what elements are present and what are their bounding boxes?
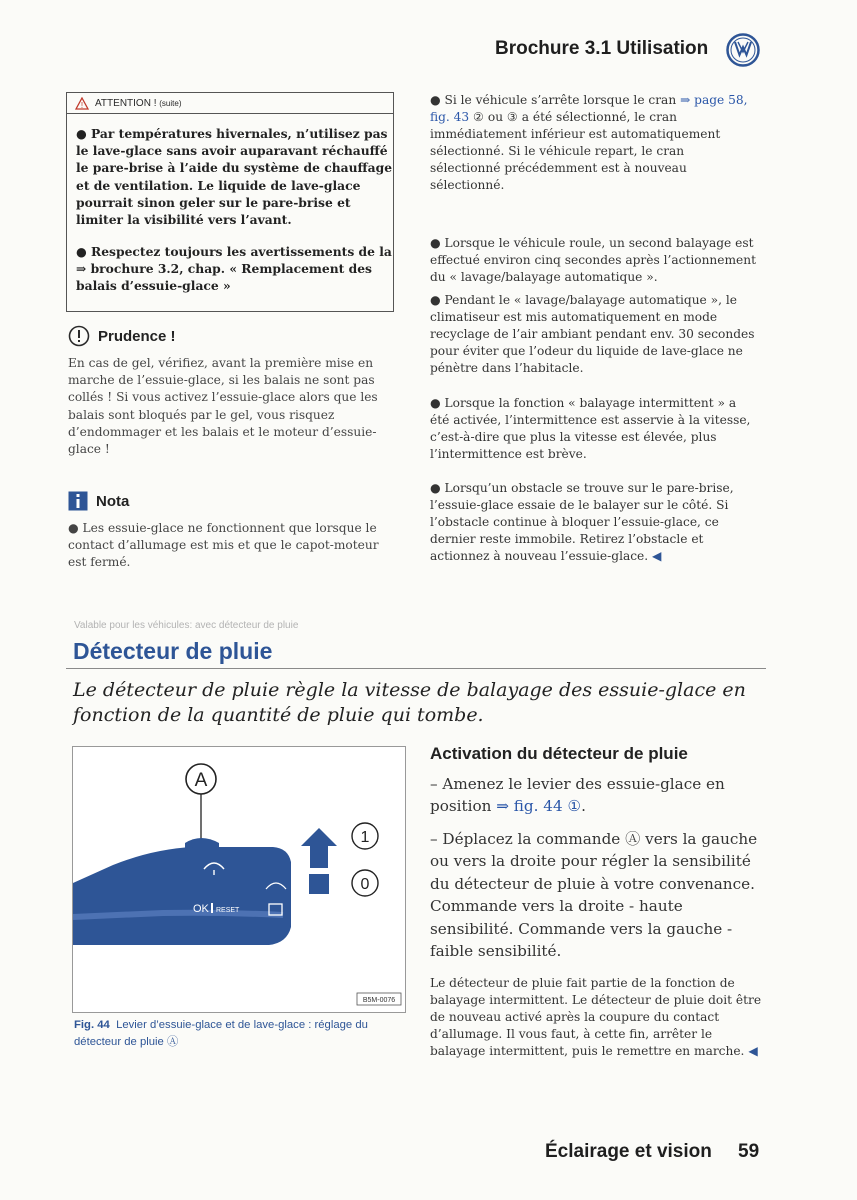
activation-note-text: Le détecteur de pluie fait partie de la fonction de balayage intermittent. Le détecteur de pluie doit être de nouveau activé après la coupure du contact d’allumage. Il vous faut, à cette fin, arrêter le balayage intermittent, puis le remettre en marche. [430,976,762,1059]
footer-chapter-title: Éclairage et vision [545,1141,712,1162]
wiper-lever-illustration [73,747,405,1012]
off-position-icon [309,874,329,894]
end-marker-icon: ◀ [652,549,662,564]
para-1-text-end: ② ou ③ a été sélectionné, le cran immédiatement inférieur est automatiquement sélectionné. Si le véhicule repart, le cran sélectionné précédemment est à nouveau sélectionné. [430,110,721,193]
callout-a-label: A [194,770,208,791]
section-intro: Le détecteur de pluie règle la vitesse de balayage des essuie-glace en fonction de la quantité de pluie qui tombe. [73,679,746,726]
activation-step-1 [430,773,765,818]
figure-44 [72,746,406,1013]
arrow-up-icon [301,828,337,868]
activation-step-1-text: – Amenez le levier des essuie-glace en position [430,775,725,816]
figure-caption [74,1017,394,1051]
caution-text: En cas de gel, vérifiez, avant la première mise en marche de l’essuie-glace, si les balais ne sont pas collés ! Si vous activez l’essuie-glace alors que les balais sont bloqués par le gel, vous risquez d’endommager et les balais et le moteur d’essuie-glace ! [68,356,378,457]
para-5-text: Lorsqu’un obstacle se trouve sur le pare-brise, l’essuie-glace essaie de le balayer sur le côté. Si l’obstacle continue à bloquer l’essuie-glace, ce dernier reste immobile. Retirez l’obstacle et actionnez à nouveau l’essuie-glace. [430,481,734,564]
lever-body [73,847,291,945]
page-number: 59 [738,1141,760,1162]
warning-bullet-2-text: Respectez toujours les avertissements de la [91,244,392,259]
callout-1-label: 1 [360,829,370,846]
para-1-text: Si le véhicule s’arrête lorsque le cran [444,93,681,107]
ok-button-label: OK [193,903,209,915]
warning-heading-suffix: (suite) [159,98,182,108]
warning-bullet-1-text: Par températures hivernales, n’utilisez pas le lave-glace sans avoir auparavant réchauffé le pare-brise à l’aide du système de chauffage et de ventilation. Le liquide de lave-glace pourrait sinon geler sur le pare-brise et limiter la visibilité vers l’avant. [76,126,393,228]
figure-number: Fig. 44 [74,1019,110,1031]
para-second-wipe: ● Lorsque le véhicule roule, un second balayage est effectué environ cinq secondes après l’actionnement du « lavage/balayage automatique ». [430,236,757,285]
para-obstacle: ● Lorsqu’un obstacle se trouve sur le pare-brise, l’essuie-glace essaie de le balayer sur le côté. Si l’obstacle continue à bloquer l’essuie-glace, ce dernier reste immobile. Retirez l’obstacle et actionnez à nouveau l’essuie-glace. ◀ [430,481,734,564]
warning-heading [67,93,393,114]
activation-step-1-end: . [581,797,586,816]
caution-heading [68,325,176,347]
warning-bullet-2: ● Respectez toujours les avertissements de la ⇒ brochure 3.2, chap. « Remplacement des balais d’essuie-glace » [76,244,392,294]
warning-bullet-1: ● Par températures hivernales, n’utilisez pas le lave-glace sans avoir auparavant réchauffé le pare-brise à l’aide du système de chauffage et de ventilation. Le liquide de lave-glace pourrait sinon geler sur le pare-brise et limiter la visibilité vers l’avant. [76,126,393,228]
warning-box [66,92,394,312]
note-heading [68,491,129,511]
svg-text:!: ! [80,100,84,110]
para-2-text: Lorsque le véhicule roule, un second balayage est effectué environ cinq secondes après l’actionnement du « lavage/balayage automatique ». [430,236,757,285]
info-icon [68,491,88,511]
activation-title: Activation du détecteur de pluie [430,744,688,763]
para-intermittent: ● Lorsque la fonction « balayage intermittent » a été activée, l’intermittence est asservie à la vitesse, c’est-à-dire que plus la vitesse est élevée, plus l’intermittence est brève. [430,396,751,462]
activation-step-2: – Déplacez la commande Ⓐ vers la gauche ou vers la droite pour régler la sensibilité du détecteur de pluie à votre convenance. Commande vers la droite - haute sensibilité. Commande vers la gauche - faible sensibilité. [430,830,758,961]
brochure-link[interactable]: ⇒ brochure 3.2, chap. « Remplacement des balais d’essuie-glace » [76,261,372,294]
page-header-title: Brochure 3.1 Utilisation [495,38,709,59]
figure-code: B5M-0076 [362,997,396,1004]
page-58-link[interactable]: ⇒ page 58, fig. 43 [430,93,748,125]
caution-title: Prudence ! [98,327,176,345]
vw-logo-icon [726,33,760,67]
activation-note [430,975,765,1060]
note-text-body: Les essuie-glace ne fonctionnent que lorsque le contact d’allumage est mis et que le capot-moteur est fermé. [68,521,379,570]
callout-0-label: 0 [360,876,370,893]
caution-icon [68,325,90,347]
note-text: ● Les essuie-glace ne fonctionnent que lorsque le contact d’allumage est mis et que le capot-moteur est fermé. [68,521,379,570]
reset-button-label: RESET [216,907,240,914]
note-title: Nota [96,492,130,510]
section-divider [66,668,766,669]
validity-note: Valable pour les véhicules: avec détecteur de pluie [74,620,299,631]
para-vehicle-stop: ● Si le véhicule s’arrête lorsque le cran ⇒ page 58, fig. 43 ② ou ③ a été sélectionné, le cran immédiatement inférieur est automatiquement sélectionné. Si le véhicule repart, le cran sélectionné précédemment est à nouveau sélectionné. [430,93,748,193]
section-title: Détecteur de pluie [73,638,273,664]
warning-heading-label: ATTENTION ! [95,97,160,109]
warning-triangle-icon [75,97,89,110]
para-3-text: Pendant le « lavage/balayage automatique », le climatiseur est mis automatiquement en mode recyclage de l’air ambiant pendant env. 30 secondes pour éviter que l’odeur du liquide de lave-glace ne pénètre dans l’habitacle. [430,293,755,376]
para-recycling: ● Pendant le « lavage/balayage automatique », le climatiseur est mis automatiquement en mode recyclage de l’air ambiant pendant env. 30 secondes pour éviter que l’odeur du liquide de lave-glace ne pénètre dans l’habitacle. [430,293,755,376]
end-marker-icon: ◀ [748,1044,758,1059]
fig-44-link[interactable]: ⇒ fig. 44 ① [496,797,582,816]
figure-caption-text: Levier d’essuie-glace et de lave-glace : réglage du détecteur de pluie Ⓐ [74,1019,368,1048]
para-4-text: Lorsque la fonction « balayage intermittent » a été activée, l’intermittence est asservie à la vitesse, c’est-à-dire que plus la vitesse est élevée, plus l’intermittence est brève. [430,396,751,462]
